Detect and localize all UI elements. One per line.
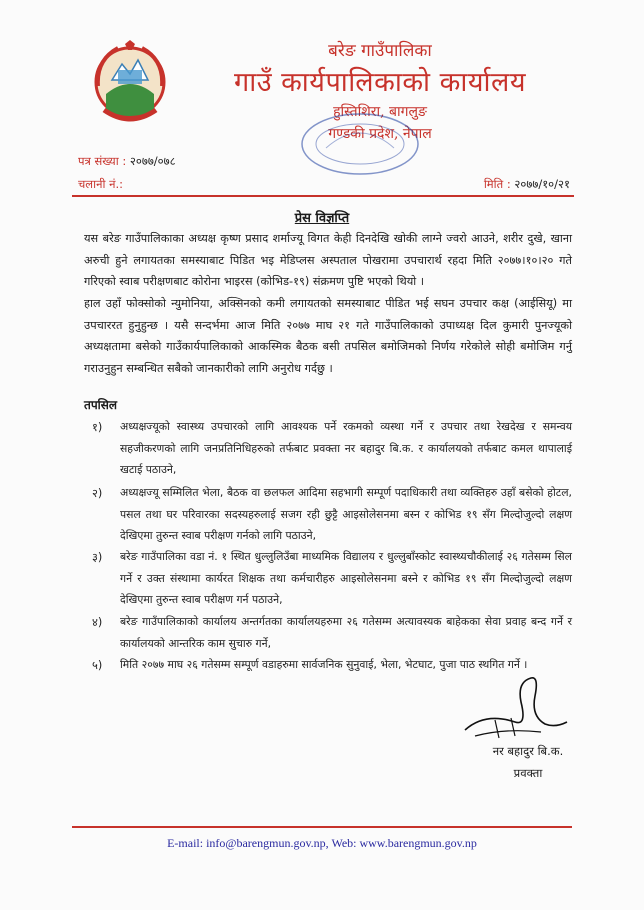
- office-stamp-icon: [296, 108, 424, 178]
- letter-number: [78, 154, 176, 169]
- nepal-emblem-icon: [92, 40, 168, 126]
- letter-number-value: २०७७/०७८: [129, 154, 176, 168]
- letter-date-label: मिति :: [483, 177, 511, 191]
- list-item: मिति २०७७ माघ २६ गतेसम्म सम्पूर्ण वडाहरुमा सार्वजनिक सुनुवाई, भेला, भेटघाट, पुजा पाठ स्थगित गर्ने ।: [120, 658, 528, 671]
- list-item-number: ३): [92, 551, 103, 564]
- list-item-number: ४): [92, 616, 103, 629]
- header-divider: [72, 195, 574, 197]
- signatory-role: प्रवक्ता: [513, 766, 543, 780]
- signature-icon: [455, 672, 573, 750]
- list-item-number: २): [92, 487, 103, 500]
- list-item: बरेङ गाउँपालिका वडा नं. १ स्थित धुल्लुलिउँबा माध्यमिक विद्यालय र धुल्लुबाँस्कोट स्वास्थ्यचौकीलाई २६ गतेसम्म सिल गर्ने र उक्त संस्थामा कार्यरत शिक्षक तथा कर्मचारीहरु आइसोलेसनमा बस्ने र कोभिड १९ सँग मिल्दोजुल्दो लक्षण देखिएमा तुरुन्त स्वाब परीक्षण गर्न पठाउने,: [120, 550, 572, 606]
- office-province: गण्डकी प्रदेश, नेपाल: [328, 126, 432, 142]
- list-heading: तपसिल: [84, 398, 118, 412]
- letter-date-value: २०७७/१०/२१: [514, 177, 570, 191]
- list-item: अध्यक्षज्यूको स्वास्थ्य उपचारको लागि आवश्यक पर्ने रकमको व्यस्था गर्ने र उपचार तथा रेखदेख र समन्वय सहजीकरणको लागि जनप्रतिनिधिहरुको तर्फबाट प्रवक्ता नर बहादुर बि.क. र कार्यालयको तर्फबाट कमल थापालाई खटाई पठाउने,: [120, 420, 572, 476]
- letter-number-label: पत्र संख्या :: [78, 154, 127, 168]
- list-item-number: १): [92, 421, 103, 434]
- letter-date: [484, 177, 570, 192]
- office-name: गाउँ कार्यपालिकाको कार्यालय: [234, 67, 526, 98]
- municipality-name: बरेङ गाउँपालिका: [328, 41, 432, 61]
- list-item: अध्यक्षज्यू सम्मिलित भेला, बैठक वा छलफल आदिमा सहभागी सम्पूर्ण पदाधिकारी तथा व्यक्तिहरु उहाँ बसेको होटल, पसल तथा घर परिवारका सदस्यहरुलाई सजग रही छुट्टै आइसोलेसनमा बस्न र कोभिड १९ सँग मिल्दोजुल्दो लक्षण देखिएमा तुरुन्त स्वाब परीक्षण गर्नको लागि पठाउने,: [120, 486, 572, 542]
- signatory-name: नर बहादुर बि.क.: [492, 744, 564, 758]
- dispatch-number-label: चलानी नं.:: [78, 177, 124, 191]
- office-location: हुस्तिशिरा, बागलुङ: [333, 104, 427, 120]
- list-item: बरेङ गाउँपालिकाको कार्यालय अन्तर्गतका कार्यालयहरुमा २६ गतेसम्म अत्यावस्यक बाहेकका सेवा प्रवाह बन्द गर्ने र कार्यालयको आन्तरिक काम सुचारु गर्ने,: [120, 615, 572, 650]
- body-paragraph-2: हाल उहाँ फोक्सोको न्युमोनिया, अक्सिनको कमी लगायतको समस्याबाट पीडित भई सघन उपचार कक्ष (आईसियू) मा उपचाररत हुनुहुन्छ । यसै सन्दर्भमा आज मिति २०७७ माघ २१ गते गाउँपालिकाको उपाध्यक्ष दिल कुमारी पुनज्यूको अध्यक्षतामा बसेको गाउँकार्यपालिकाको आकस्मिक बैठक बसी तपसिल बमोजिमको निर्णय गरेकोले सोही बमोजिम गर्नु गराउनुहुन सम्बन्धित सबैको जानकारीको लागि अनुरोध गर्दछु ।: [84, 297, 572, 375]
- dispatch-number: [78, 177, 123, 192]
- document-title: प्रेस विज्ञप्ति: [294, 211, 350, 226]
- body-paragraph-1: यस बरेङ गाउँपालिकाका अध्यक्ष कृष्ण प्रसाद शर्माज्यू विगत केही दिनदेखि खोकी लाग्ने ज्वरो आउने, शरीर दुखे, खाना अरुची हुने लगायतका समस्याबाट पिडित भइ मेडिप्लस अस्पताल पोखरामा उपचारार्थ रहदा मिति २०७७।१०।२० गते गरिएको स्वाब परीक्षणबाट कोरोना भाइरस (कोभिड-१९) संक्रमण पुष्टि भएको थियो ।: [84, 232, 572, 288]
- list-item-number: ५): [92, 659, 103, 672]
- footer-contact: E-mail: info@barengmun.gov.np, Web: www.barengmun.gov.np: [167, 836, 477, 850]
- footer-divider: [72, 826, 572, 828]
